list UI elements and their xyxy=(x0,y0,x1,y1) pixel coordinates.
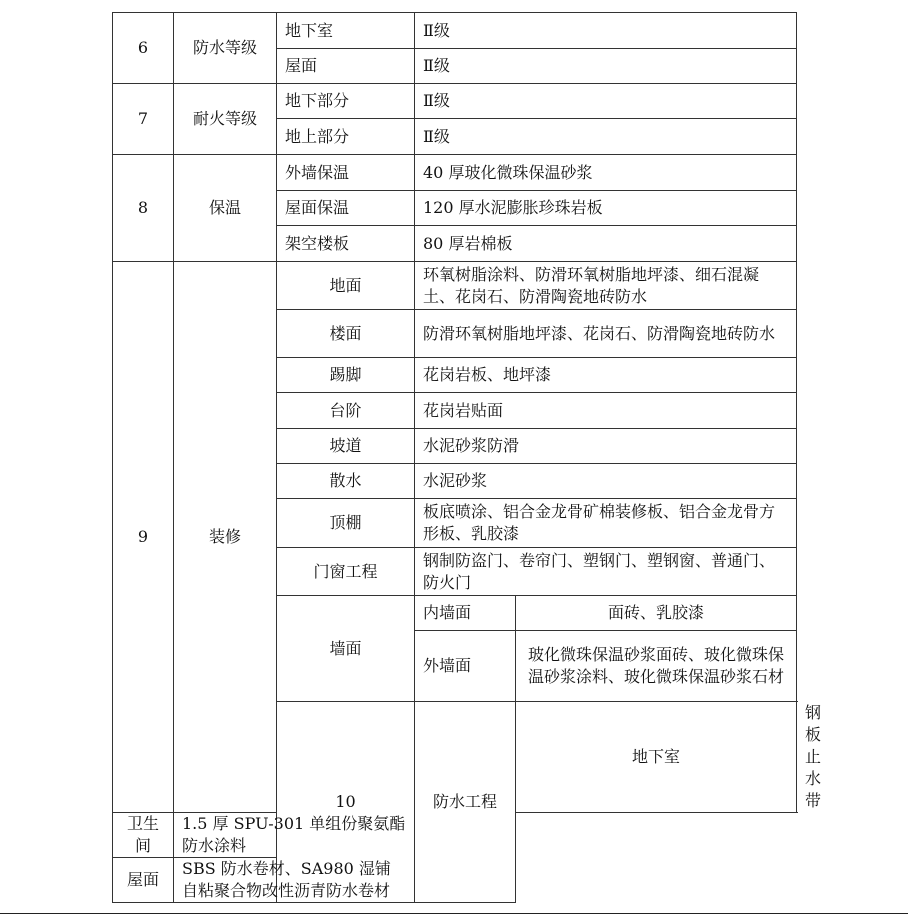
item-label: 地面 xyxy=(277,262,415,310)
table-row: 10 防水工程 地下室 钢板止水带 xyxy=(113,702,797,813)
specification-table xyxy=(112,12,822,903)
item-value: 钢制防盗门、卷帘门、塑钢门、塑钢窗、普通门、防火门 xyxy=(415,548,797,596)
wall-sub-label: 外墙面 xyxy=(415,631,516,702)
item-label: 屋面保温 xyxy=(277,191,415,226)
item-label: 台阶 xyxy=(277,393,415,429)
item-value: 120 厚水泥膨胀珍珠岩板 xyxy=(415,191,797,226)
item-label: 屋面 xyxy=(113,858,174,903)
item-value: Ⅱ级 xyxy=(415,13,797,49)
item-label: 散水 xyxy=(277,464,415,499)
item-label: 外墙保温 xyxy=(277,155,415,191)
item-label: 架空楼板 xyxy=(277,226,415,262)
table-row xyxy=(113,84,797,119)
row-number: 7 xyxy=(113,84,174,155)
item-value: Ⅱ级 xyxy=(415,84,797,119)
item-label: 卫生间 xyxy=(113,813,174,858)
item-label: 屋面 xyxy=(277,49,415,84)
item-value: 水泥砂浆 xyxy=(415,464,797,499)
row-category: 保温 xyxy=(174,155,277,262)
row-category: 防水等级 xyxy=(174,13,277,84)
item-value: 防滑环氧树脂地坪漆、花岗石、防滑陶瓷地砖防水 xyxy=(415,310,797,358)
item-value: 花岗岩板、地坪漆 xyxy=(415,358,797,393)
row-number: 6 xyxy=(113,13,174,84)
item-value: SBS 防水卷材、SA980 湿铺自粘聚合物改性沥青防水卷材 xyxy=(174,858,415,903)
item-value: Ⅱ级 xyxy=(415,49,797,84)
item-label: 坡道 xyxy=(277,429,415,464)
row-category: 防水工程 xyxy=(415,702,516,903)
item-label: 地下部分 xyxy=(277,84,415,119)
row-category: 装修 xyxy=(174,262,277,813)
item-label: 地上部分 xyxy=(277,119,415,155)
item-label: 门窗工程 xyxy=(277,548,415,596)
item-value: 1.5 厚 SPU-301 单组份聚氨酯防水涂料 xyxy=(174,813,415,858)
row-category: 耐火等级 xyxy=(174,84,277,155)
item-value: 花岗岩贴面 xyxy=(415,393,797,429)
item-value: 水泥砂浆防滑 xyxy=(415,429,797,464)
table-row xyxy=(113,155,797,191)
item-value: 40 厚玻化微珠保温砂浆 xyxy=(415,155,797,191)
wall-sub-value: 面砖、乳胶漆 xyxy=(516,596,797,631)
item-value: 板底喷涂、铝合金龙骨矿棉装修板、铝合金龙骨方形板、乳胶漆 xyxy=(415,499,797,548)
item-value: 80 厚岩棉板 xyxy=(415,226,797,262)
row-number: 9 xyxy=(113,262,174,813)
item-label: 地下室 xyxy=(277,13,415,49)
item-value: 环氧树脂涂料、防滑环氧树脂地坪漆、细石混凝土、花岗石、防滑陶瓷地砖防水 xyxy=(415,262,797,310)
table-row xyxy=(113,13,797,49)
item-label: 顶棚 xyxy=(277,499,415,548)
page-bottom-rule xyxy=(0,913,908,914)
row-number: 10 xyxy=(277,702,415,903)
item-value: Ⅱ级 xyxy=(415,119,797,155)
wall-sub-value: 玻化微珠保温砂浆面砖、玻化微珠保温砂浆涂料、玻化微珠保温砂浆石材 xyxy=(516,631,797,702)
wall-sub-label: 内墙面 xyxy=(415,596,516,631)
item-label: 踢脚 xyxy=(277,358,415,393)
table-row xyxy=(113,262,797,310)
item-label: 墙面 xyxy=(277,596,415,702)
row-number: 8 xyxy=(113,155,174,262)
item-label: 地下室 xyxy=(516,702,797,813)
item-label: 楼面 xyxy=(277,310,415,358)
